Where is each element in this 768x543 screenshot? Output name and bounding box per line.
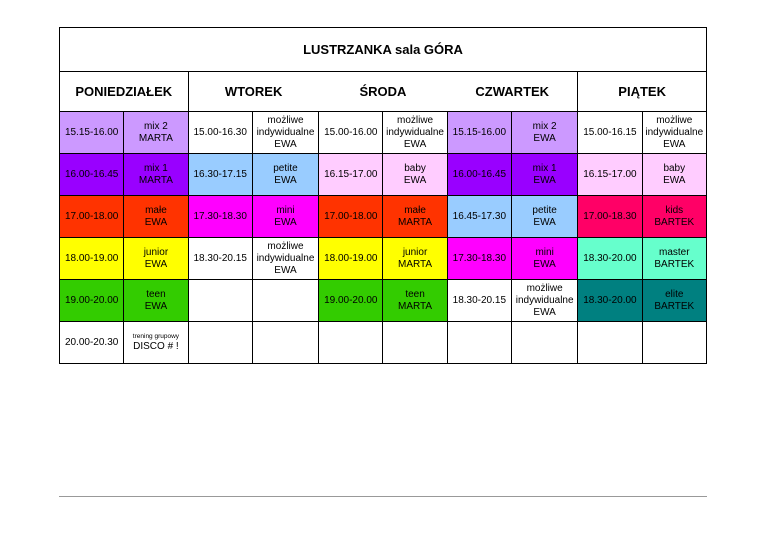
- class-name: mix 2: [143, 120, 168, 132]
- class-teacher: indywidualne: [256, 126, 315, 138]
- class-teacher: EWA: [403, 174, 427, 186]
- schedule-row: [60, 196, 707, 238]
- class-cell-wednesday: [383, 238, 447, 280]
- day-header-friday: PIĄTEK: [578, 72, 707, 112]
- class-cell-tuesday: [252, 280, 318, 322]
- footer-divider: [59, 496, 707, 497]
- class-teacher: BARTEK: [654, 258, 695, 270]
- class-cell-monday: [124, 238, 188, 280]
- class-name: możliwe: [267, 114, 304, 126]
- class-name: petite: [532, 204, 557, 216]
- class-teacher: EWA: [533, 174, 556, 186]
- class-name: kids: [665, 204, 684, 216]
- class-name: mix 1: [532, 162, 557, 174]
- schedule-sheet: [59, 27, 707, 364]
- class-cell-wednesday: [383, 196, 447, 238]
- time-cell-thursday: 16.45-17.30: [447, 196, 511, 238]
- class-cell-wednesday: [383, 322, 447, 364]
- class-teacher: EWA: [533, 216, 556, 228]
- class-cell-friday: [642, 112, 706, 154]
- class-teacher: MARTA: [398, 216, 433, 228]
- day-header-monday: PONIEDZIAŁEK: [60, 72, 189, 112]
- class-teacher-extra: EWA: [403, 138, 427, 150]
- class-teacher: EWA: [144, 258, 168, 270]
- class-cell-monday: [124, 280, 188, 322]
- class-name: teen: [146, 288, 166, 300]
- time-cell-monday: 16.00-16.45: [60, 154, 124, 196]
- class-teacher: indywidualne: [386, 126, 444, 138]
- time-cell-friday: [578, 322, 642, 364]
- time-cell-thursday: 15.15-16.00: [447, 112, 511, 154]
- time-cell-tuesday: 15.00-16.30: [188, 112, 252, 154]
- time-cell-monday: 19.00-20.00: [60, 280, 124, 322]
- schedule-row: [60, 238, 707, 280]
- time-cell-friday: 15.00-16.15: [578, 112, 642, 154]
- class-cell-friday: [642, 154, 706, 196]
- class-teacher-extra: EWA: [663, 138, 686, 150]
- class-cell-tuesday: [252, 196, 318, 238]
- class-cell-friday: [642, 280, 706, 322]
- class-teacher: DISCO # !: [133, 341, 179, 352]
- time-cell-monday: 15.15-16.00: [60, 112, 124, 154]
- time-cell-tuesday: [188, 280, 252, 322]
- class-teacher: MARTA: [398, 300, 433, 312]
- class-teacher: MARTA: [138, 174, 173, 186]
- class-teacher: BARTEK: [654, 216, 695, 228]
- schedule-table: [59, 27, 707, 364]
- class-cell-thursday: [511, 238, 577, 280]
- class-cell-thursday: [511, 280, 577, 322]
- class-cell-thursday: [511, 154, 577, 196]
- class-name: małe: [145, 204, 167, 216]
- class-teacher: MARTA: [138, 132, 173, 144]
- time-cell-friday: 16.15-17.00: [578, 154, 642, 196]
- class-cell-monday: [124, 322, 188, 364]
- schedule-title: LUSTRZANKA sala GÓRA: [60, 28, 707, 72]
- class-name: możliwe: [397, 114, 434, 126]
- class-cell-friday: [642, 196, 706, 238]
- class-teacher: EWA: [663, 174, 686, 186]
- class-name: baby: [663, 162, 686, 174]
- class-cell-wednesday: [383, 280, 447, 322]
- time-cell-monday: 18.00-19.00: [60, 238, 124, 280]
- time-cell-tuesday: 18.30-20.15: [188, 238, 252, 280]
- time-cell-monday: 20.00-20.30: [60, 322, 124, 364]
- class-cell-tuesday: [252, 238, 318, 280]
- schedule-row: [60, 112, 707, 154]
- time-cell-wednesday: 18.00-19.00: [319, 238, 383, 280]
- class-name: elite: [665, 288, 684, 300]
- time-cell-monday: 17.00-18.00: [60, 196, 124, 238]
- class-name: możliwe: [267, 240, 304, 252]
- time-cell-wednesday: 16.15-17.00: [319, 154, 383, 196]
- time-cell-thursday: 16.00-16.45: [447, 154, 511, 196]
- class-teacher: BARTEK: [654, 300, 695, 312]
- class-cell-friday: [642, 322, 706, 364]
- class-teacher: MARTA: [398, 258, 433, 270]
- class-cell-thursday: [511, 322, 577, 364]
- time-cell-friday: 17.00-18.30: [578, 196, 642, 238]
- class-name: małe: [404, 204, 426, 216]
- class-teacher: EWA: [274, 216, 297, 228]
- time-cell-tuesday: 16.30-17.15: [188, 154, 252, 196]
- class-name: mix 1: [143, 162, 168, 174]
- class-teacher: EWA: [533, 258, 556, 270]
- class-name: możliwe: [656, 114, 693, 126]
- class-teacher: indywidualne: [645, 126, 704, 138]
- class-teacher: indywidualne: [256, 252, 315, 264]
- day-header-thursday: CZWARTEK: [447, 72, 578, 112]
- class-name: mix 2: [532, 120, 557, 132]
- class-teacher: EWA: [144, 300, 168, 312]
- time-cell-tuesday: [188, 322, 252, 364]
- time-cell-thursday: 18.30-20.15: [447, 280, 511, 322]
- time-cell-wednesday: 15.00-16.00: [319, 112, 383, 154]
- class-cell-tuesday: [252, 112, 318, 154]
- time-cell-wednesday: 19.00-20.00: [319, 280, 383, 322]
- class-cell-thursday: [511, 112, 577, 154]
- class-name: mini: [276, 204, 295, 216]
- class-name: mini: [535, 246, 554, 258]
- class-name: petite: [273, 162, 298, 174]
- schedule-row: [60, 154, 707, 196]
- class-cell-wednesday: [383, 154, 447, 196]
- time-cell-thursday: [447, 322, 511, 364]
- class-cell-monday: [124, 154, 188, 196]
- class-cell-tuesday: [252, 154, 318, 196]
- schedule-row: [60, 322, 707, 364]
- class-teacher: indywidualne: [515, 294, 574, 306]
- class-cell-monday: [124, 112, 188, 154]
- class-name: junior: [402, 246, 428, 258]
- time-cell-thursday: 17.30-18.30: [447, 238, 511, 280]
- time-cell-friday: 18.30-20.00: [578, 280, 642, 322]
- day-header-tuesday: WTOREK: [188, 72, 319, 112]
- class-cell-friday: [642, 238, 706, 280]
- class-name: master: [659, 246, 690, 258]
- class-cell-thursday: [511, 196, 577, 238]
- class-name: junior: [143, 246, 169, 258]
- time-cell-tuesday: 17.30-18.30: [188, 196, 252, 238]
- day-header-wednesday: ŚRODA: [319, 72, 448, 112]
- class-name: baby: [404, 162, 426, 174]
- class-name: teen: [405, 288, 425, 300]
- time-cell-friday: 18.30-20.00: [578, 238, 642, 280]
- class-cell-tuesday: [252, 322, 318, 364]
- class-teacher-extra: EWA: [274, 264, 297, 276]
- schedule-row: [60, 280, 707, 322]
- class-name: trening grupowy: [132, 333, 180, 340]
- time-cell-wednesday: [319, 322, 383, 364]
- class-teacher-extra: EWA: [274, 138, 297, 150]
- class-name: możliwe: [526, 282, 563, 294]
- time-cell-wednesday: 17.00-18.00: [319, 196, 383, 238]
- class-cell-monday: [124, 196, 188, 238]
- class-cell-wednesday: [383, 112, 447, 154]
- class-teacher: EWA: [533, 132, 556, 144]
- class-teacher: EWA: [274, 174, 297, 186]
- class-teacher-extra: EWA: [533, 306, 556, 318]
- class-teacher: EWA: [144, 216, 168, 228]
